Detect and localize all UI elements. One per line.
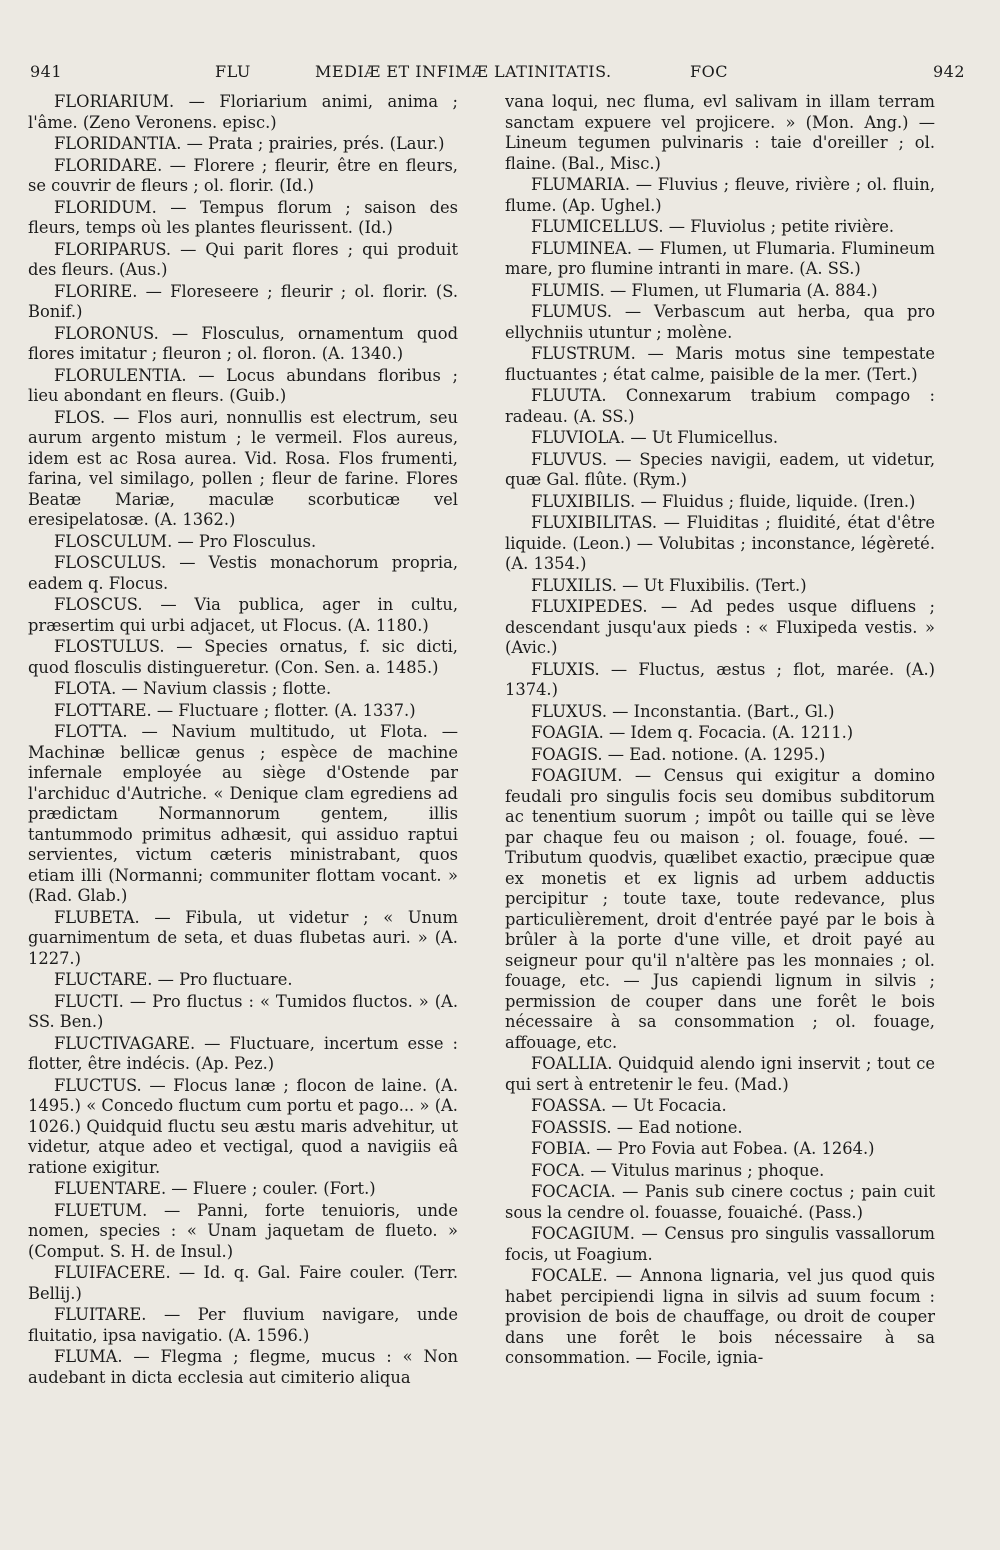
entry: FOALLIA. Quidquid alendo igni inservit ; tout ce qui sert à entretenir le feu. (Mad.) [505, 1054, 935, 1094]
entry: FLOSCULUM. — Pro Flosculus. [54, 531, 317, 551]
entry: FLUXUS. — Inconstantia. (Bart., Gl.) [531, 701, 835, 721]
entry: FLUXILIS. — Ut Fluxibilis. (Tert.) [531, 575, 807, 595]
entry: FOCACIA. — Panis sub cinere coctus ; pain cuit sous la cendre ol. fouasse, fouaiché. (Pass.) [505, 1182, 935, 1222]
entry: FLUIFACERE. — Id. q. Gal. Faire couler. (Terr. Bellij.) [28, 1263, 458, 1303]
entry: FLUCTARE. — Pro fluctuare. [54, 970, 293, 989]
right-catchword: FOC [690, 62, 728, 81]
entry: FLORIRE. — Floreseere ; fleurir ; ol. florir. (S. Bonif.) [28, 281, 458, 321]
entry: FLUVIOLA. — Ut Flumicellus. [531, 428, 779, 447]
entry: FOCA. — Vitulus marinus ; phoque. [531, 1160, 825, 1180]
entry: FLORIDARE. — Florere ; fleurir, être en fleurs, se couvrir de fleurs ; ol. florir. (Id.) [28, 155, 458, 195]
page-header [30, 62, 965, 88]
entry: FLORONUS. — Flosculus, ornamentum quod flores imitatur ; fleuron ; ol. floron. (A. 1340.) [28, 323, 458, 363]
right-page-number: 942 [932, 62, 965, 81]
entry: FLUXIPEDES. — Ad pedes usque difluens ; descendant jusqu'aux pieds : « Fluxipeda vestis. » (Avic.) [505, 597, 935, 657]
entry: FLUENTARE. — Fluere ; couler. (Fort.) [54, 1179, 376, 1198]
entry: FLOTTA. — Navium multitudo, ut Flota. — Machinæ bellicæ genus ; espèce de machine infernale employée au siège d'Ostende par l'archiduc d'Autriche. « Denique clam egrediens ad prædictam Normannorum gentem, illis tantummodo primitus adhæsit, qui assiduo raptui servientes, victum cæteris ministrabant, quos etiam illi (Normanni; communiter flottam vocant. » (Rad. Glab.) [28, 722, 458, 905]
entry: FOCALE. — Annona lignaria, vel jus quod quis habet percipiendi ligna in silvis ad suum focum : provision de bois de chauffage, ou droit de couper dans une forêt le bois nécessaire à sa consommation. — Focile, ignia- [505, 1266, 935, 1367]
entry: FLUXIBILIS. — Fluidus ; fluide, liquide. (Iren.) [531, 491, 916, 511]
entry: FLUUTA. Connexarum trabium compago : radeau. (A. SS.) [505, 386, 935, 426]
entry: FLOTA. — Navium classis ; flotte. [54, 679, 332, 698]
entry: FOAGIS. — Ead. notione. (A. 1295.) [531, 744, 826, 764]
entry: FLUCTIVAGARE. — Fluctuare, incertum esse : flotter, être indécis. (Ap. Pez.) [28, 1033, 458, 1073]
entry: FOASSA. — Ut Focacia. [531, 1096, 727, 1115]
entry: FOBIA. — Pro Fovia aut Fobea. (A. 1264.) [531, 1139, 875, 1158]
entry: vana loqui, nec fluma, evl salivam in illam terram sanctam expuere vel projicere. » (Mon. Ang.) — Lineum tegumen pulvinaris : taie d'oreiller ; ol. flaine. (Bal., Misc.) [505, 92, 935, 173]
entry: FLUCTUS. — Flocus lanæ ; flocon de laine. (A. 1495.) « Concedo fluctum cum portu et pago... » (A. 1026.) Quidquid fluctu seu æstu maris advehitur, ut videtur, atque adeo et vectigal, quod a navigiis eâ ratione exigitur. [28, 1075, 458, 1177]
entry: FLUVUS. — Species navigii, eadem, ut videtur, quæ Gal. flûte. (Rym.) [505, 449, 935, 489]
entry: FLORIPARUS. — Qui parit flores ; qui produit des fleurs. (Aus.) [28, 239, 458, 279]
entry: FLUITARE. — Per fluvium navigare, unde fluitatio, ipsa navigatio. (A. 1596.) [28, 1305, 458, 1345]
entry: FLUXIBILITAS. — Fluiditas ; fluidité, état d'être liquide. (Leon.) — Volubitas ; inconstance, légèreté. (A. 1354.) [505, 513, 935, 573]
entry: FLUCTI. — Pro fluctus : « Tumidos fluctos. » (A. SS. Ben.) [28, 991, 458, 1031]
entry: FLOS. — Flos auri, nonnullis est electrum, seu aurum argento mistum ; le vermeil. Flos aureus, idem est ac Rosa aurea. Vid. Rosa. Flos frumenti, farina, vel similago, pollen ; fleur de farine. Flores Beatæ Mariæ, maculæ scorbuticæ vel eresipelatosæ. (A. 1362.) [28, 407, 458, 529]
entry: FLORIDANTIA. — Prata ; prairies, prés. (Laur.) [54, 134, 445, 153]
entry: FLOSCULUS. — Vestis monachorum propria, eadem q. Flocus. [28, 553, 458, 593]
entry: FLORIARIUM. — Floriarium animi, anima ; l'âme. (Zeno Veronens. episc.) [28, 92, 458, 132]
left-catchword: FLU [215, 62, 251, 81]
left-page-number: 941 [30, 62, 63, 81]
entry: FLOSCUS. — Via publica, ager in cultu, præsertim qui urbi adjacet, ut Flocus. (A. 1180.) [28, 595, 458, 635]
entry: FOAGIUM. — Census qui exigitur a domino feudali pro singulis focis seu domibus subditorum ac tenentium suorum ; impôt ou taille qui se lève par chaque feu ou maison ; ol. fouage, foué. — Tributum quodvis, quælibet exactio, præcipue quæ ex monetis et ex lignis ad urbem adductis percipitur ; toute taxe, toute redevance, plus particulièrement, droit d'entrée payé par le bois à brûler à la porte d'une ville, et droit payé au seigneur pour qu'il n'altère pas les monnaies ; ol. fouage, etc. — Jus capiendi lignum in silvis ; permission de couper dans une forêt le bois nécessaire à sa consommation ; ol. fouage, affouage, etc. [505, 766, 935, 1052]
entry: FOAGIA. — Idem q. Focacia. (A. 1211.) [531, 723, 854, 742]
right-column [505, 92, 935, 1492]
entry: FLUETUM. — Panni, forte tenuioris, unde nomen, species : « Unam jaquetam de flueto. » (Comput. S. H. de Insul.) [28, 1200, 458, 1261]
entry: FLOTTARE. — Fluctuare ; flotter. (A. 1337.) [54, 700, 416, 720]
entry: FLUBETA. — Fibula, ut videtur ; « Unum guarnimentum de seta, et duas flubetas auri. » (A. 1227.) [28, 907, 458, 968]
entry: FOASSIS. — Ead notione. [531, 1117, 743, 1137]
entry: FLUMINEA. — Flumen, ut Flumaria. Flumineum mare, pro flumine intranti in mare. (A. SS.) [505, 238, 935, 278]
entry: FLUMIS. — Flumen, ut Flumaria (A. 884.) [531, 280, 878, 300]
entry: FLUMICELLUS. — Fluviolus ; petite rivière. [531, 217, 895, 236]
entry: FLUMARIA. — Fluvius ; fleuve, rivière ; ol. fluin, flume. (Ap. Ughel.) [505, 175, 935, 215]
entry: FLUSTRUM. — Maris motus sine tempestate fluctuantes ; état calme, paisible de la mer. (Tert.) [505, 344, 935, 384]
running-title: MEDIÆ ET INFIMÆ LATINITATIS. [315, 62, 612, 81]
entry: FLUMA. — Flegma ; flegme, mucus : « Non audebant in dicta ecclesia aut cimiterio aliqua [28, 1347, 458, 1387]
entry: FLORULENTIA. — Locus abundans floribus ; lieu abondant en fleurs. (Guib.) [28, 365, 458, 405]
entry: FLOSTULUS. — Species ornatus, f. sic dicti, quod flosculis distingueretur. (Con. Sen. a. 1485.) [28, 637, 458, 677]
entry: FLUXIS. — Fluctus, æstus ; flot, marée. (A.) 1374.) [505, 659, 935, 699]
entry: FOCAGIUM. — Census pro singulis vassallorum focis, ut Foagium. [505, 1224, 935, 1264]
left-column [28, 92, 458, 1492]
entry: FLORIDUM. — Tempus florum ; saison des fleurs, temps où les plantes fleurissent. (Id.) [28, 197, 458, 237]
entry: FLUMUS. — Verbascum aut herba, qua pro ellychniis utuntur ; molène. [505, 302, 935, 342]
